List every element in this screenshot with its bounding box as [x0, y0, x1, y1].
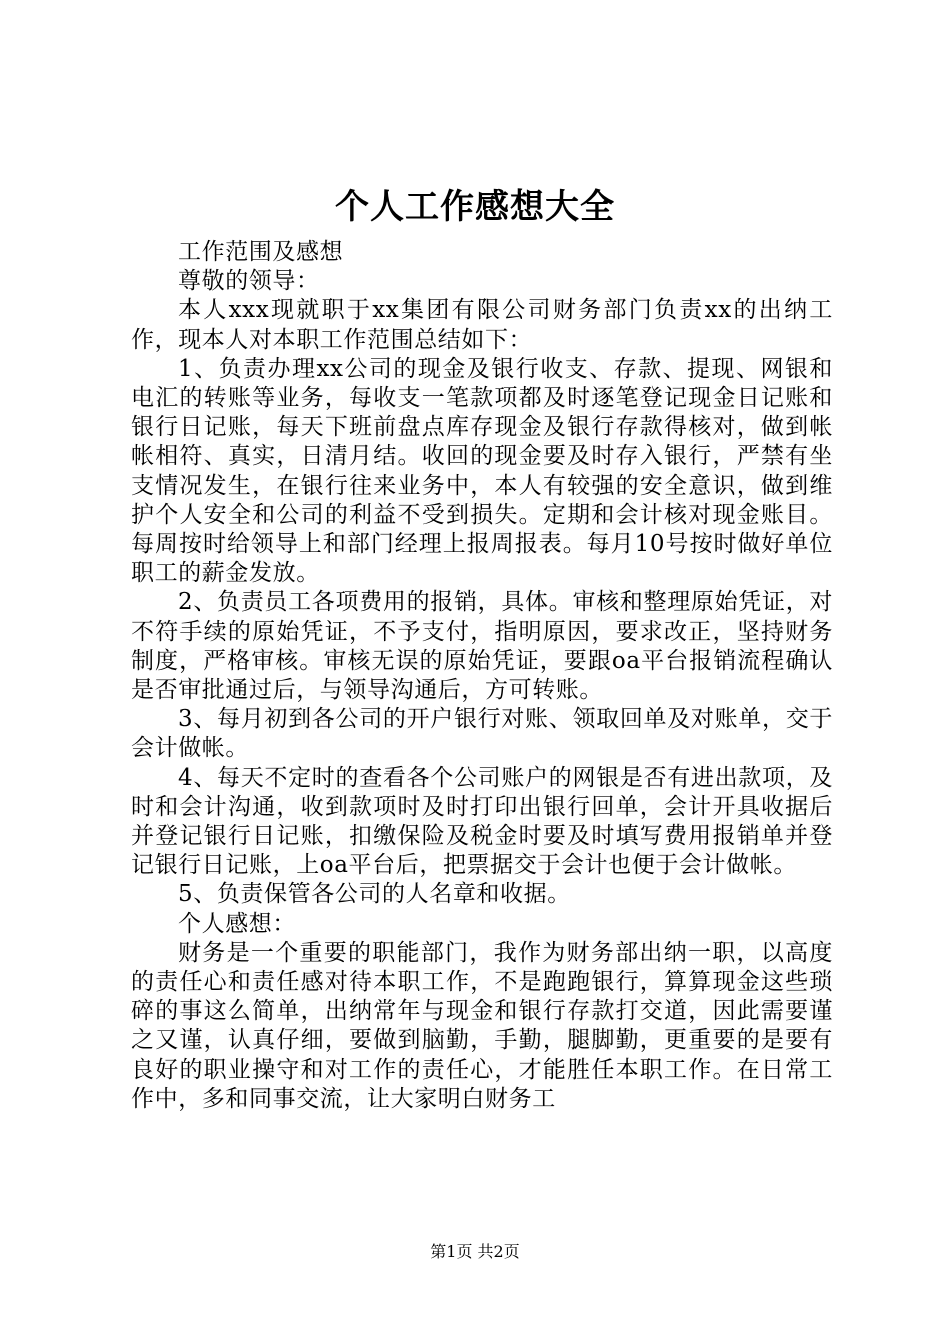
paragraph-section-heading: 工作范围及感想: [178, 239, 344, 265]
paragraph-item-3: 3、每月初到各公司的开户银行对账、领取回单及对账单，交于会计做帐。: [131, 706, 833, 762]
paragraph-salutation: 尊敬的领导：: [178, 268, 320, 295]
paragraph-item-1: 1、负责办理xx公司的现金及银行收支、存款、提现、网银和电汇的转账等业务，每收支一笔款项都及时逐笔登记现金日记账和银行日记账，每天下班前盘点库存现金及银行存款得核对，做到帐帐相符、真实，日清月结。收回的现金要及时存入银行，严禁有坐支情况发生，在银行往来业务中，本人有较强的安全意识，做到维护个人安全和公司的利益不受到损失。定期和会计核对现金账目。每周按时给领导上和部门经理上报周报表。每月10号按时做好单位职工的薪金发放。: [131, 355, 833, 587]
paragraph-reflection-heading: 个人感想：: [178, 910, 296, 937]
paragraph-intro: 本人xxx现就职于xx集团有限公司财务部门负责xx的出纳工作，现本人对本职工作范围总结如下：: [131, 297, 833, 353]
paragraph-item-4: 4、每天不定时的查看各个公司账户的网银是否有进出款项，及时和会计沟通，收到款项时及时打印出银行回单，会计开具收据后并登记银行日记账，扣缴保险及税金时要及时填写费用报销单并登记银行日记账，上oa平台后，把票据交于会计也便于会计做帐。: [131, 764, 833, 879]
document-title: 个人工作感想大全: [335, 187, 615, 227]
page-footer: 第1页 共2页: [430, 1242, 520, 1261]
paragraph-reflection: 财务是一个重要的职能部门，我作为财务部出纳一职，以高度的责任心和责任感对待本职工作，不是跑跑银行，算算现金这些琐碎的事这么简单，出纳常年与现金和银行存款打交道，因此需要谨之又谨，认真仔细，要做到脑勤，手勤，腿脚勤，更重要的是要有良好的职业操守和对工作的责任心，才能胜任本职工作。在日常工作中，多和同事交流，让大家明白财务工: [131, 939, 833, 1112]
document-body: [131, 238, 833, 1114]
paragraph-item-2: 2、负责员工各项费用的报销，具体。审核和整理原始凭证，对不符手续的原始凭证，不予支付，指明原因，要求改正，坚持财务制度，严格审核。审核无误的原始凭证，要跟oa平台报销流程确认是否审批通过后，与领导沟通后，方可转账。: [131, 589, 833, 704]
paragraph-item-5: 5、负责保管各公司的人名章和收据。: [178, 881, 571, 908]
